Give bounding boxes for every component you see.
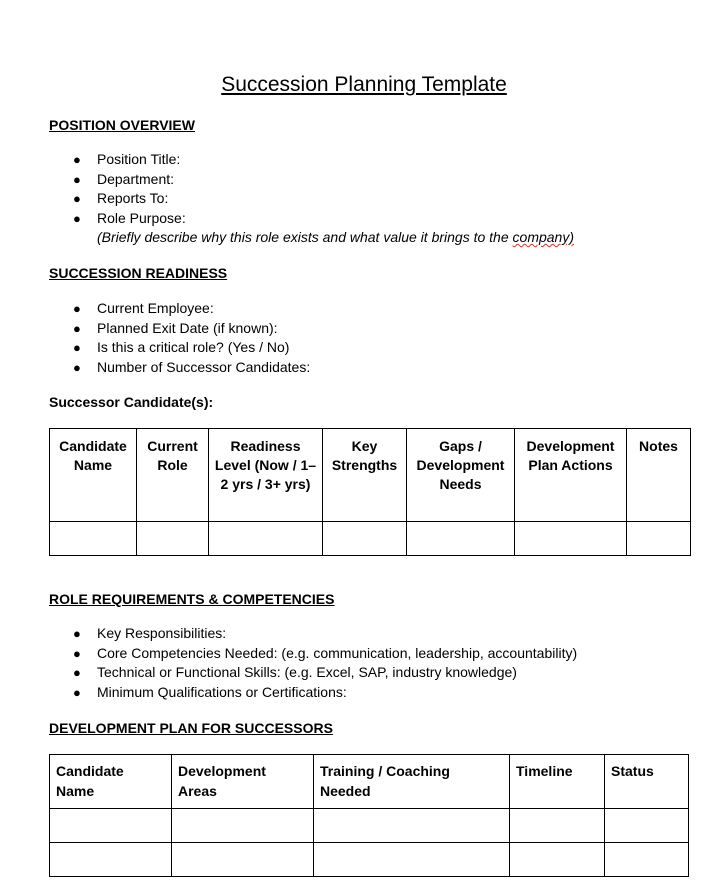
list-item bbox=[0, 338, 310, 358]
list-item-label: Minimum Qualifications or Certifications: bbox=[97, 683, 347, 700]
role-requirements-heading: ROLE REQUIREMENTS & COMPETENCIES bbox=[49, 591, 335, 607]
column-header-readiness-level: Readiness Level (Now / 1–2 yrs / 3+ yrs) bbox=[209, 429, 323, 522]
table-cell[interactable] bbox=[137, 522, 209, 556]
column-header-development-plan-actions: Development Plan Actions bbox=[515, 429, 627, 522]
table-cell[interactable] bbox=[172, 809, 314, 843]
list-item bbox=[0, 189, 186, 209]
list-item-label: Is this a critical role? (Yes / No) bbox=[97, 339, 290, 356]
document-title: Succession Planning Template bbox=[221, 73, 507, 96]
bullet-icon: ● bbox=[73, 171, 81, 187]
role-purpose-note bbox=[0, 228, 574, 248]
column-header-gaps-development-needs: Gaps / Development Needs bbox=[407, 429, 515, 522]
table-cell[interactable] bbox=[510, 809, 605, 843]
table-cell[interactable] bbox=[314, 809, 510, 843]
succession-readiness-list bbox=[0, 299, 310, 377]
column-header-candidate-name: Candidate Name bbox=[50, 755, 172, 809]
successor-candidates-table bbox=[49, 428, 691, 556]
bullet-icon: ● bbox=[73, 684, 81, 700]
role-purpose-note-text: (Briefly describe why this role exists and what value it brings to the bbox=[97, 229, 513, 245]
table-row bbox=[50, 843, 689, 877]
list-item-label: Key Responsibilities: bbox=[97, 625, 227, 641]
spellcheck-flagged-word[interactable]: company) bbox=[512, 229, 574, 245]
table-cell[interactable] bbox=[510, 843, 605, 877]
list-item bbox=[0, 683, 577, 703]
column-header-candidate-name: Candidate Name bbox=[50, 429, 137, 522]
table-cell[interactable] bbox=[627, 522, 691, 556]
position-overview-list bbox=[0, 150, 186, 228]
development-plan-heading: DEVELOPMENT PLAN FOR SUCCESSORS bbox=[49, 720, 333, 736]
list-item bbox=[0, 299, 310, 319]
list-item bbox=[0, 170, 186, 190]
list-item-label: Current Employee: bbox=[97, 300, 214, 316]
list-item-label: Reports To: bbox=[97, 190, 169, 207]
bullet-icon: ● bbox=[73, 340, 81, 356]
list-item bbox=[0, 358, 310, 378]
bullet-icon: ● bbox=[73, 626, 81, 641]
bullet-icon: ● bbox=[73, 665, 81, 681]
column-header-current-role: Current Role bbox=[137, 429, 209, 522]
table-cell[interactable] bbox=[407, 522, 515, 556]
table-row bbox=[50, 809, 689, 843]
table-cell[interactable] bbox=[515, 522, 627, 556]
list-item bbox=[0, 319, 310, 339]
column-header-training-coaching: Training / Coaching Needed bbox=[314, 755, 510, 809]
list-item-label: Department: bbox=[97, 170, 175, 187]
column-header-status: Status bbox=[605, 755, 689, 809]
successor-candidates-heading: Successor Candidate(s): bbox=[49, 394, 214, 410]
bullet-icon: ● bbox=[73, 191, 81, 207]
list-item-label: Technical or Functional Skills: (e.g. Excel, SAP, industry knowledge) bbox=[97, 664, 517, 681]
succession-readiness-heading: SUCCESSION READINESS bbox=[49, 265, 228, 281]
list-item bbox=[0, 624, 577, 644]
bullet-icon: ● bbox=[73, 359, 81, 375]
column-header-key-strengths: Key Strengths bbox=[323, 429, 407, 522]
list-item-label: Position Title: bbox=[97, 151, 181, 167]
list-item-label: Role Purpose: bbox=[97, 209, 186, 226]
list-item bbox=[0, 644, 577, 664]
table-header-row bbox=[50, 755, 689, 809]
table-cell[interactable] bbox=[172, 843, 314, 877]
column-header-notes: Notes bbox=[627, 429, 691, 522]
table-cell[interactable] bbox=[50, 843, 172, 877]
bullet-icon: ● bbox=[73, 210, 81, 226]
table-cell[interactable] bbox=[605, 843, 689, 877]
role-requirements-list bbox=[0, 624, 577, 702]
bullet-icon: ● bbox=[73, 645, 81, 661]
column-header-timeline: Timeline bbox=[510, 755, 605, 809]
table-cell[interactable] bbox=[323, 522, 407, 556]
column-header-development-areas: Development Areas bbox=[172, 755, 314, 809]
list-item bbox=[0, 150, 186, 170]
table-cell[interactable] bbox=[605, 809, 689, 843]
bullet-icon: ● bbox=[73, 301, 81, 316]
position-overview-heading: POSITION OVERVIEW bbox=[49, 117, 195, 133]
list-item-label: Planned Exit Date (if known): bbox=[97, 319, 278, 336]
table-cell[interactable] bbox=[50, 522, 137, 556]
bullet-icon: ● bbox=[73, 320, 81, 336]
development-plan-table bbox=[49, 754, 689, 877]
table-cell[interactable] bbox=[50, 809, 172, 843]
table-header-row bbox=[50, 429, 691, 522]
bullet-icon: ● bbox=[73, 152, 81, 167]
list-item-label: Number of Successor Candidates: bbox=[97, 358, 311, 375]
table-row bbox=[50, 522, 691, 556]
table-cell[interactable] bbox=[209, 522, 323, 556]
list-item-label: Core Competencies Needed: (e.g. communication, leadership, accountability) bbox=[97, 644, 578, 661]
table-cell[interactable] bbox=[314, 843, 510, 877]
list-item bbox=[0, 209, 186, 229]
list-item bbox=[0, 663, 577, 683]
